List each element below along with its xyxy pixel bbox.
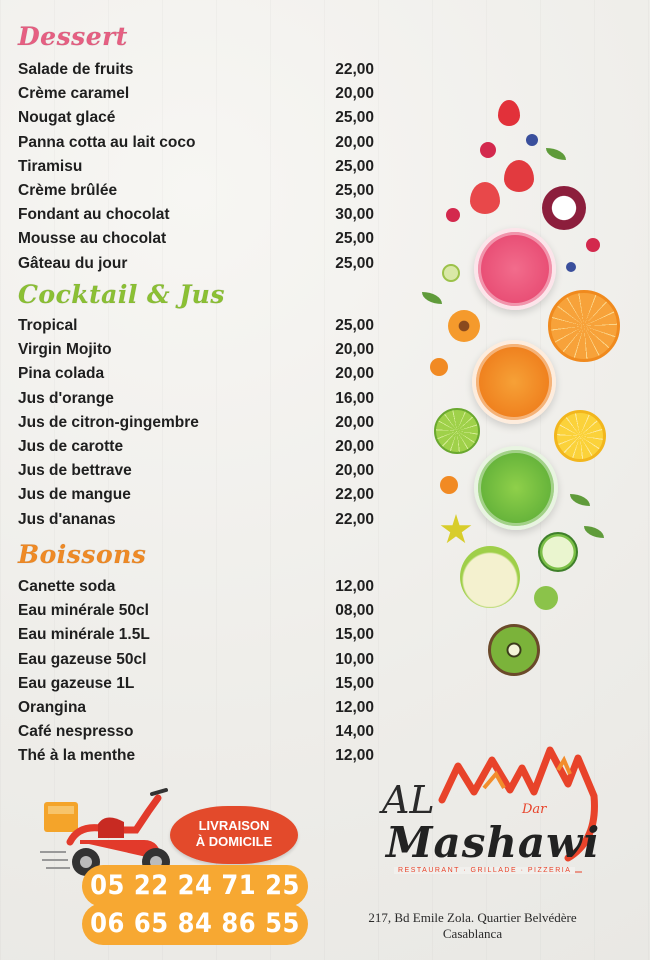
item-name: Orangina — [18, 698, 87, 716]
menu-item — [18, 131, 378, 155]
menu-item — [18, 672, 378, 696]
menu-item — [18, 508, 378, 532]
item-name: Mousse au chocolat — [18, 230, 167, 248]
kumquat-icon — [440, 476, 458, 494]
restaurant-logo — [372, 730, 612, 880]
apricot-icon — [448, 310, 480, 342]
green-smoothie-glass — [474, 446, 558, 530]
menu-item — [18, 575, 378, 599]
fruit-illustration — [410, 90, 640, 690]
item-price: 22,00 — [335, 510, 374, 528]
item-name: Jus d'ananas — [18, 510, 116, 528]
blueberry-icon — [526, 134, 538, 146]
phone-number[interactable]: 05 22 24 71 25 — [82, 865, 308, 907]
item-price: 10,00 — [335, 650, 374, 668]
menu-item — [18, 82, 378, 106]
item-price: 20,00 — [335, 462, 374, 480]
menu-item — [18, 623, 378, 647]
lime-slice-icon — [442, 264, 460, 282]
mangosteen-icon — [542, 186, 586, 230]
menu-item — [18, 720, 378, 744]
menu-item — [18, 314, 378, 338]
item-name: Jus de citron-gingembre — [18, 413, 199, 431]
logo-dar: Dar — [522, 802, 547, 817]
logo-al: AL — [382, 778, 435, 822]
item-price: 12,00 — [335, 578, 374, 595]
menu-item — [18, 411, 378, 435]
dessert-title: Dessert — [18, 22, 128, 51]
menu-item — [18, 155, 378, 179]
item-name: Gâteau du jour — [18, 254, 128, 272]
raspberry-icon — [480, 142, 496, 158]
item-price: 25,00 — [335, 181, 374, 199]
starfruit-icon — [440, 514, 472, 546]
dessert-list — [18, 58, 378, 276]
item-price: 15,00 — [335, 674, 374, 692]
menu-item — [18, 362, 378, 386]
orange-juice-glass — [472, 340, 556, 424]
kiwi-slice-icon — [488, 624, 540, 676]
strawberry-icon — [498, 100, 520, 126]
item-name: Eau gazeuse 50cl — [18, 650, 147, 668]
boissons-title: Boissons — [18, 540, 147, 569]
pink-smoothie-glass — [474, 228, 556, 310]
blueberry-icon — [566, 262, 576, 272]
item-name: Jus de bettrave — [18, 462, 132, 480]
kumquat-icon — [430, 358, 448, 376]
menu-item — [18, 648, 378, 672]
item-name: Eau gazeuse 1L — [18, 674, 135, 692]
item-name: Crème caramel — [18, 85, 130, 103]
menu-item — [18, 106, 378, 130]
boissons-list — [18, 575, 378, 769]
address — [365, 910, 580, 942]
menu-item — [18, 599, 378, 623]
delivery-label: À DOMICILE — [195, 834, 273, 849]
item-name: Tiramisu — [18, 157, 83, 175]
menu-item — [18, 179, 378, 203]
item-price: 20,00 — [335, 85, 374, 103]
item-name: Eau minérale 50cl — [18, 602, 149, 620]
item-price: 14,00 — [335, 723, 374, 741]
item-price: 12,00 — [335, 698, 374, 716]
lime-slice-icon — [434, 408, 480, 454]
raspberry-icon — [446, 208, 460, 222]
item-price: 20,00 — [335, 437, 374, 455]
item-price: 25,00 — [335, 109, 374, 127]
delivery-badge — [170, 806, 298, 864]
item-name: Crème brûlée — [18, 181, 118, 199]
cocktail-title: Cocktail & Jus — [18, 280, 225, 309]
item-name: Café nespresso — [18, 723, 134, 741]
cucumber-slice-icon — [538, 532, 578, 572]
strawberry-icon — [504, 160, 534, 192]
menu-item — [18, 227, 378, 251]
leaf-icon — [422, 292, 442, 304]
logo-tagline: RESTAURANT · GRILLADE · PIZZERIA — [394, 867, 575, 874]
delivery-label: LIVRAISON — [198, 818, 270, 833]
item-price: 22,00 — [335, 61, 374, 78]
item-price: 08,00 — [335, 602, 374, 620]
menu-item — [18, 387, 378, 411]
cocktail-list — [18, 314, 378, 532]
item-name: Eau minérale 1.5L — [18, 626, 150, 644]
strawberry-icon — [470, 182, 500, 214]
menu-item — [18, 696, 378, 720]
address-line: 217, Bd Emile Zola. Quartier Belvédère — [368, 910, 577, 925]
item-name: Canette soda — [18, 578, 116, 595]
item-name: Panna cotta au lait coco — [18, 133, 196, 151]
item-price: 22,00 — [335, 486, 374, 504]
item-price: 20,00 — [335, 365, 374, 383]
item-price: 16,00 — [335, 389, 374, 407]
raspberry-icon — [586, 238, 600, 252]
item-price: 20,00 — [335, 341, 374, 359]
item-name: Tropical — [18, 317, 78, 334]
item-name: Jus de carotte — [18, 437, 124, 455]
item-name: Thé à la menthe — [18, 747, 136, 765]
menu-item — [18, 203, 378, 227]
item-price: 20,00 — [335, 413, 374, 431]
item-name: Jus d'orange — [18, 389, 114, 407]
item-price: 25,00 — [335, 230, 374, 248]
leaf-icon — [570, 494, 590, 506]
lime-icon — [534, 586, 558, 610]
menu-item — [18, 338, 378, 362]
item-price: 25,00 — [335, 317, 374, 334]
menu-item — [18, 435, 378, 459]
item-price: 15,00 — [335, 626, 374, 644]
logo-name: Mashawi — [386, 818, 601, 867]
item-price: 30,00 — [335, 206, 374, 224]
item-price: 25,00 — [335, 157, 374, 175]
item-price: 20,00 — [335, 133, 374, 151]
address-city: Casablanca — [442, 926, 503, 941]
item-price: 25,00 — [335, 254, 374, 272]
leaf-icon — [546, 148, 566, 160]
phone-number[interactable]: 06 65 84 86 55 — [82, 903, 308, 945]
item-name: Jus de mangue — [18, 486, 131, 504]
menu-item — [18, 252, 378, 276]
lemon-slice-icon — [554, 410, 606, 462]
item-name: Fondant au chocolat — [18, 206, 170, 224]
item-name: Pina colada — [18, 365, 105, 383]
apple-half-icon — [460, 546, 520, 608]
menu-item — [18, 744, 378, 768]
orange-slice-icon — [548, 290, 620, 362]
item-name: Salade de fruits — [18, 61, 134, 78]
menu-item — [18, 459, 378, 483]
menu-item — [18, 58, 378, 82]
item-name: Virgin Mojito — [18, 341, 112, 359]
leaf-icon — [584, 526, 604, 538]
item-price: 12,00 — [335, 747, 374, 765]
item-name: Nougat glacé — [18, 109, 116, 127]
menu-item — [18, 483, 378, 507]
